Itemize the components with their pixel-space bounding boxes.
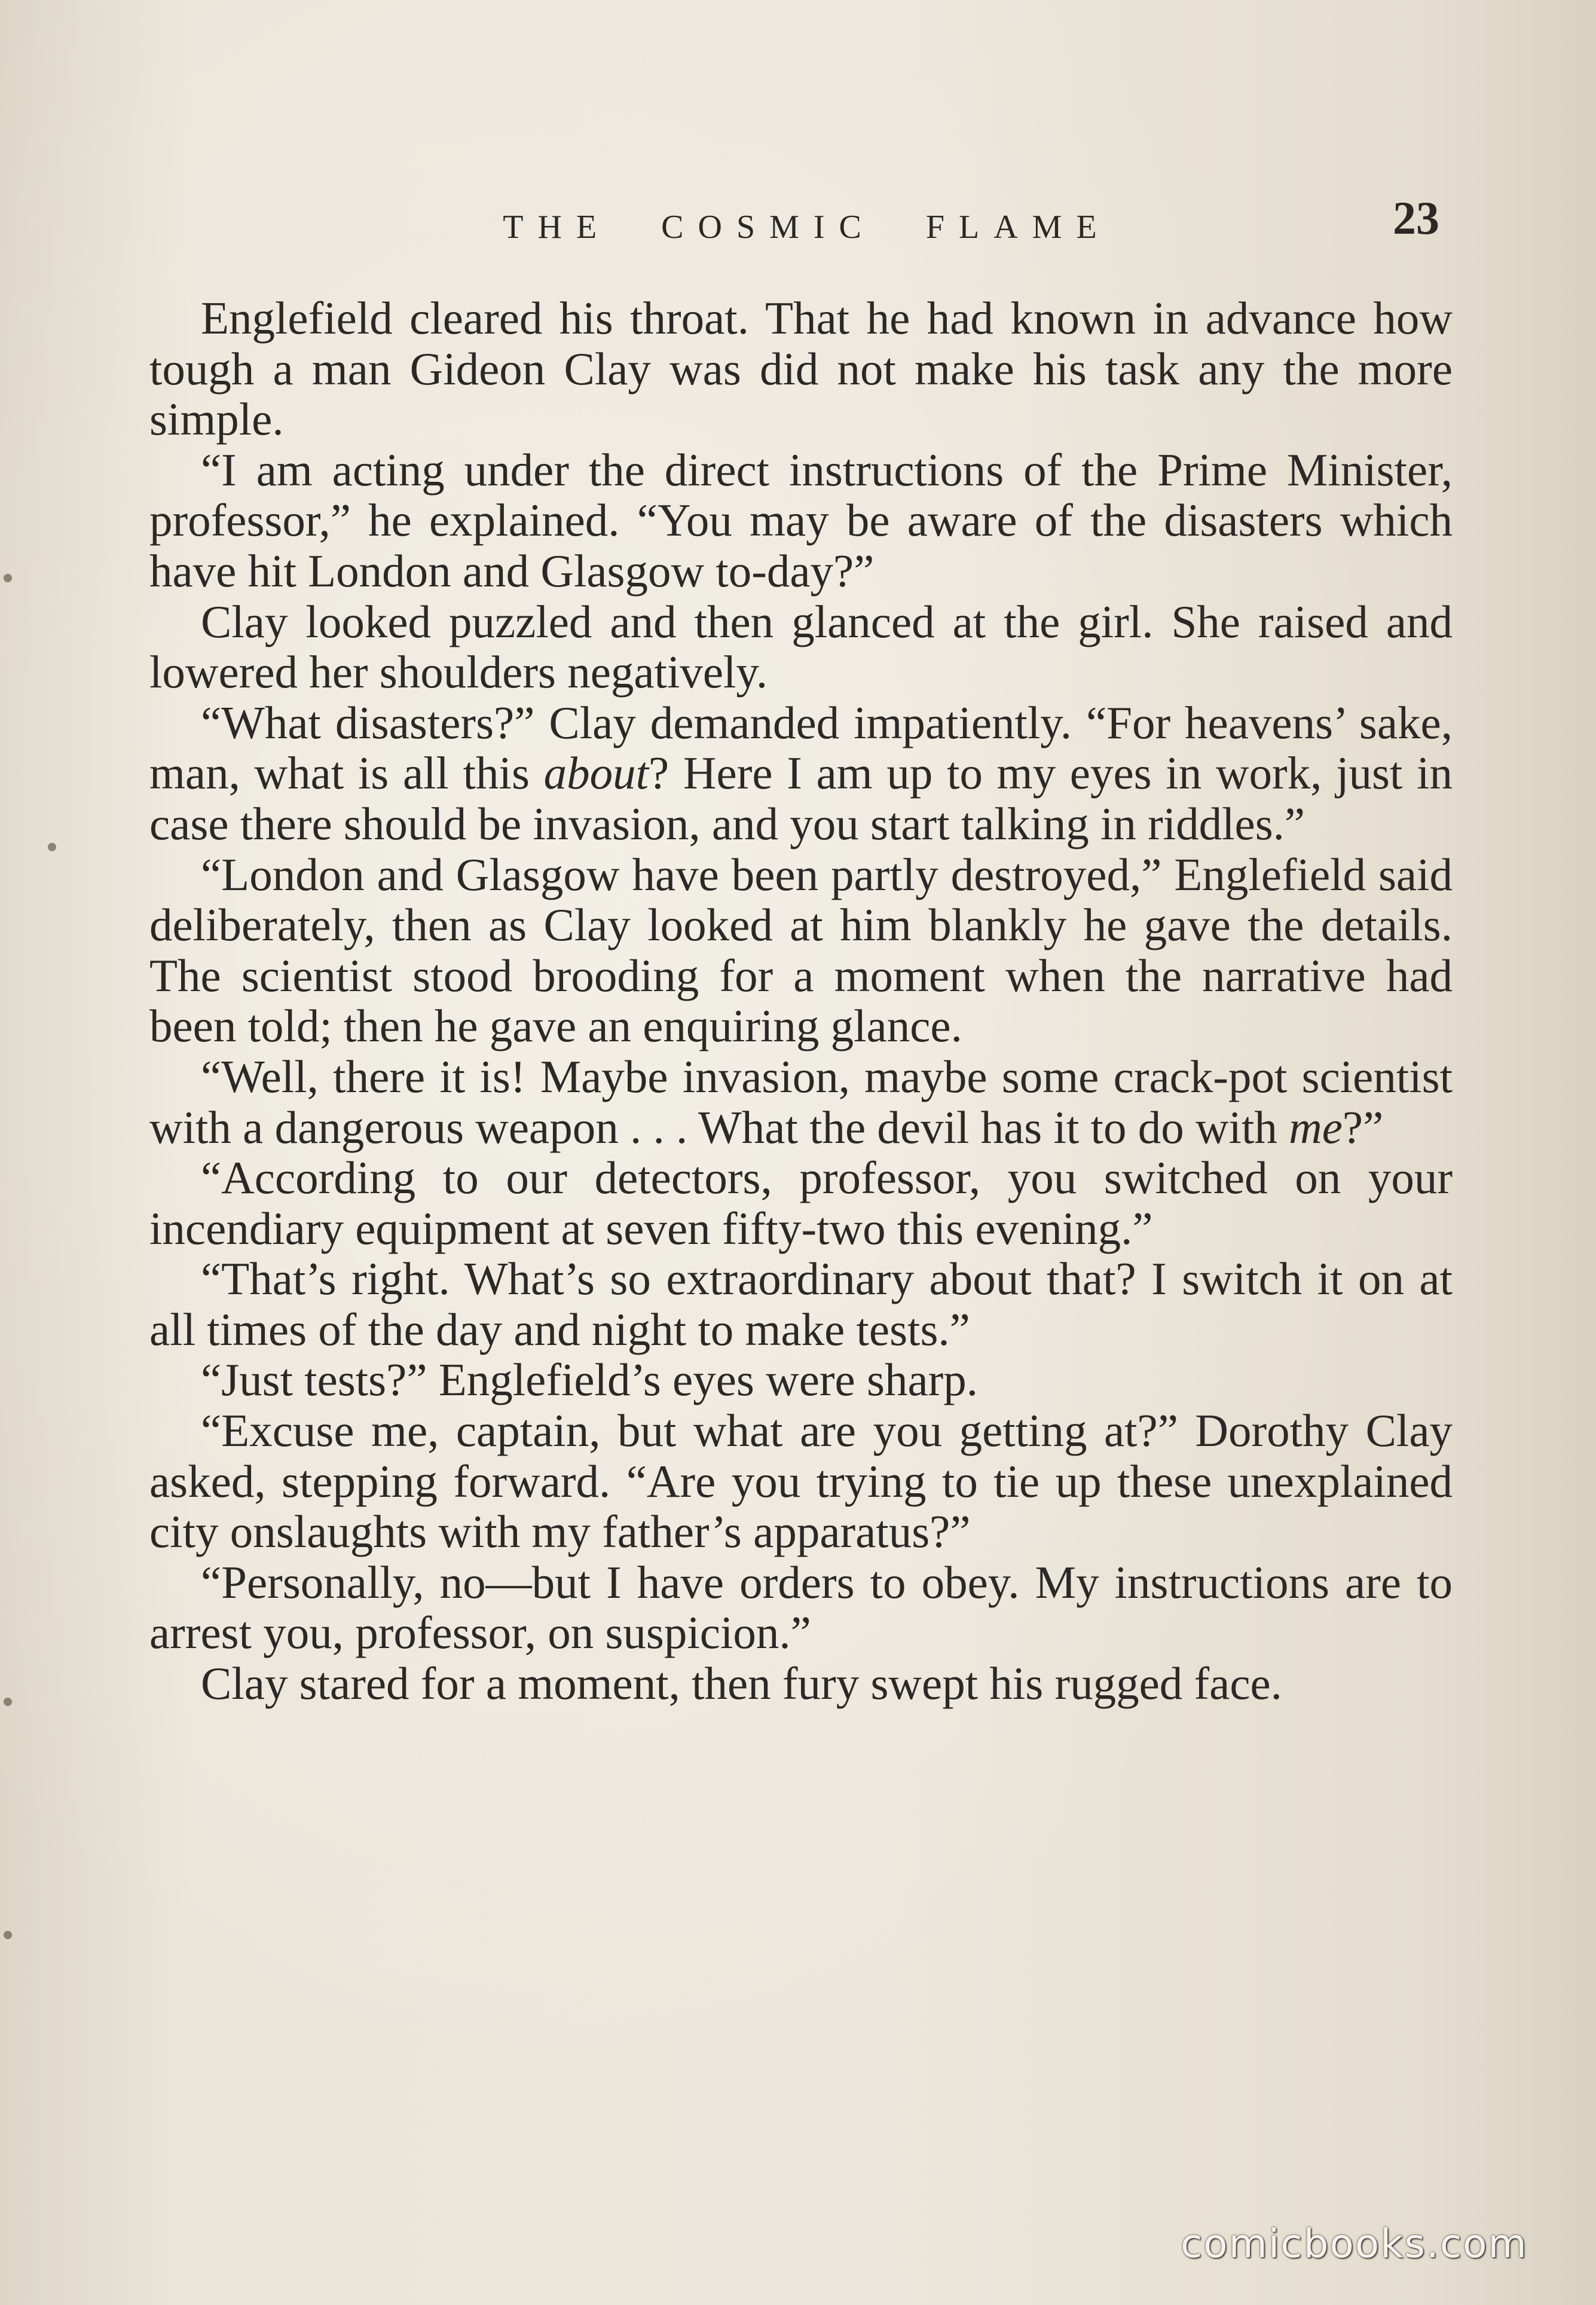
running-head-word: COSMIC <box>661 209 876 246</box>
paragraph: “According to our detectors, professor, you switched on your incendiary equipment at seven fifty-two this evening.” <box>149 1152 1453 1254</box>
paragraph: “Just tests?” Englefield’s eyes were sharp. <box>201 1354 979 1406</box>
body-text <box>149 293 1453 1709</box>
paragraph <box>149 698 1453 849</box>
paragraph-text: ?” <box>1342 1101 1384 1153</box>
paragraph-text: ? Here I am up to my eyes in work, just in case there should be invasion, and you start talking in riddles.” <box>149 747 1453 849</box>
paragraph: “London and Glasgow have been partly destroyed,” Englefield said deliberately, then as Clay looked at him blankly he gave the details. The scientist stood brooding for a moment when the narrative had been told; then he gave an enquiring glance. <box>149 848 1453 1052</box>
paragraph: Clay looked puzzled and then glanced at the girl. She raised and lowered her shoulders negatively. <box>149 595 1453 698</box>
page-speck <box>4 574 12 582</box>
running-head-word: FLAME <box>925 209 1111 246</box>
running-head <box>383 200 1231 254</box>
paragraph: “Personally, no—but I have orders to obey. My instructions are to arrest you, professor, on suspicion.” <box>149 1556 1453 1659</box>
paragraph-text: “Well, there it is! Maybe invasion, maybe some crack-pot scientist with a dangerous weapon . . . What the devil has it to do with <box>149 1050 1453 1153</box>
paragraph <box>149 1051 1453 1152</box>
paragraph: “That’s right. What’s so extraordinary about that? I switch it on at all times of the day and night to make tests.” <box>149 1253 1453 1355</box>
emphasis-text: about <box>543 747 649 799</box>
page-speck <box>4 1931 12 1939</box>
page-speck <box>4 1698 12 1706</box>
paragraph: Englefield cleared his throat. That he had known in advance how tough a man Gideon Clay was did not make his task any the more simple. <box>149 292 1453 445</box>
page-number: 23 <box>1393 192 1439 244</box>
paragraph: “Excuse me, captain, but what are you getting at?” Dorothy Clay asked, stepping forward. “Are you trying to tie up these unexplained city onslaughts with my father’s apparatus?” <box>149 1405 1453 1558</box>
paragraph: “I am acting under the direct instructions of the Prime Minister, professor,” he explained. “You may be aware of the disasters which have hit London and Glasgow to-day?” <box>149 444 1453 597</box>
page-speck <box>48 843 56 851</box>
running-head-word: THE <box>503 209 612 246</box>
watermark-text: comicbooks.com <box>1181 2221 1528 2267</box>
emphasis-text: me <box>1289 1101 1343 1153</box>
paragraph-text: “What disasters?” Clay demanded impatiently. “For heavens’ sake, man, what is all this <box>149 696 1453 799</box>
paragraph: Clay stared for a moment, then fury swept his rugged face. <box>201 1658 1282 1710</box>
